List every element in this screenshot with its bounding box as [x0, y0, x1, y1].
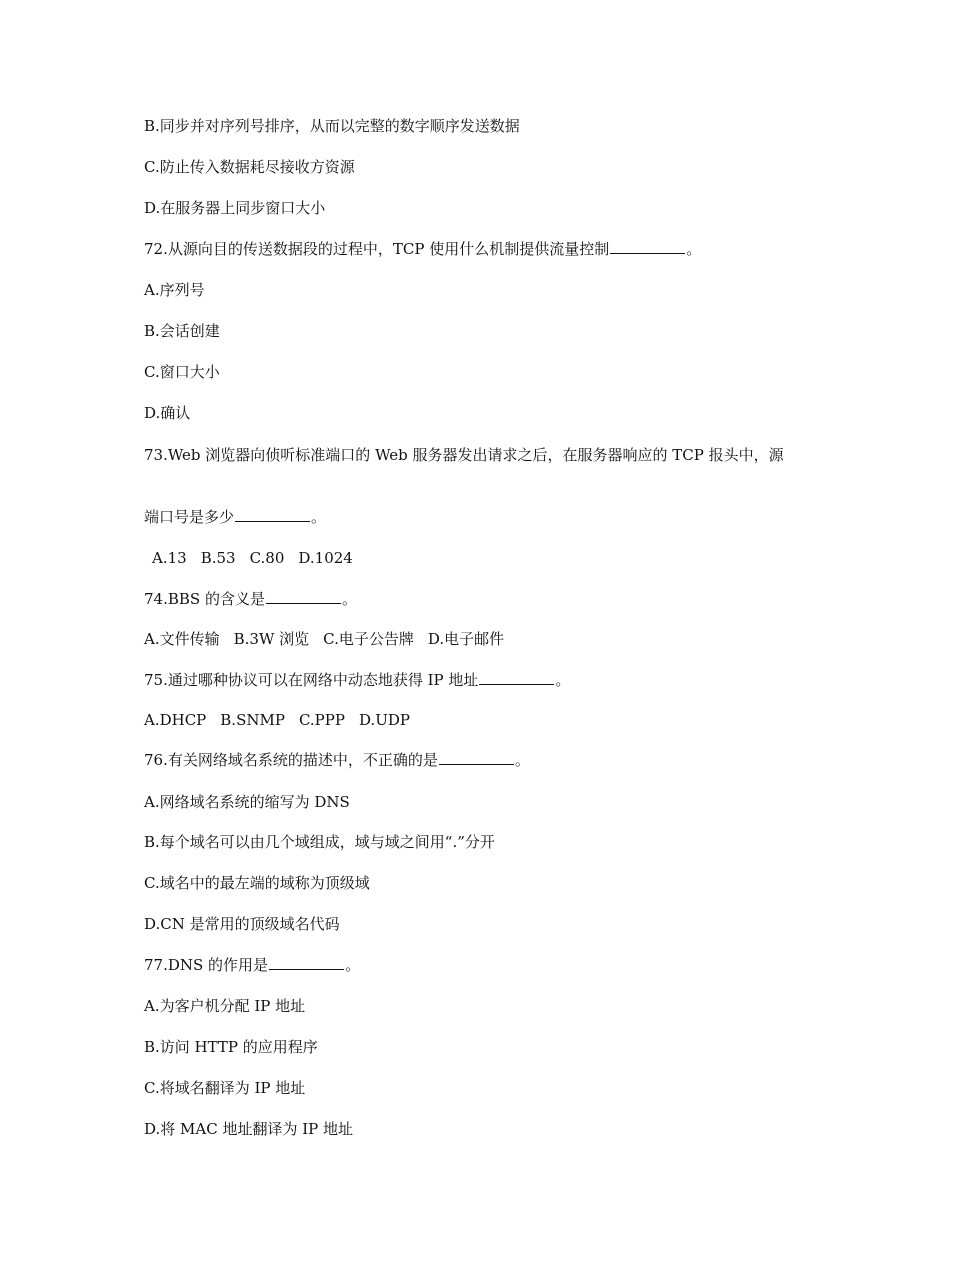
q77-option-c: C.将域名翻译为 IP 地址	[144, 1079, 306, 1097]
q73-question-cont	[144, 507, 326, 527]
question-suffix: 。	[686, 240, 702, 258]
answer-blank	[266, 589, 341, 604]
q71-option-d: D.在服务器上同步窗口大小	[144, 199, 326, 217]
q75-question	[144, 670, 570, 690]
q74-option-c: C.电子公告牌	[323, 630, 414, 648]
q77-option-b: B.访问 HTTP 的应用程序	[144, 1038, 318, 1056]
q72-option-a: A.序列号	[144, 281, 205, 299]
q77-question-text: 77.DNS 的作用是	[144, 956, 269, 974]
q72-question	[144, 239, 701, 259]
q75-option-c: C.PPP	[298, 711, 345, 729]
q74-option-a: A.文件传输	[144, 630, 220, 648]
q76-option-c: C.域名中的最左端的域称为顶级域	[144, 874, 370, 892]
question-suffix: 。	[555, 671, 571, 689]
q75-options	[144, 710, 424, 730]
q76-question-text: 76.有关网络域名系统的描述中，不正确的是	[144, 751, 438, 769]
q72-question-text: 72.从源向目的传送数据段的过程中，TCP 使用什么机制提供流量控制	[144, 240, 610, 258]
answer-blank	[610, 239, 685, 254]
question-suffix: 。	[341, 590, 357, 608]
q73-question-cont-text: 端口号是多少	[144, 508, 235, 526]
q76-option-b: B.每个域名可以由几个域组成，域与域之间用“.”分开	[144, 833, 495, 851]
q76-option-a: A.网络域名系统的缩写为 DNS	[144, 793, 350, 811]
answer-blank	[479, 670, 554, 685]
q77-option-d: D.将 MAC 地址翻译为 IP 地址	[144, 1120, 354, 1138]
q76-option-d: D.CN 是常用的顶级域名代码	[144, 915, 340, 933]
q71-option-c: C.防止传入数据耗尽接收方资源	[144, 158, 355, 176]
q74-question-text: 74.BBS 的含义是	[144, 590, 265, 608]
answer-blank	[235, 507, 310, 522]
q74-option-b: B.3W 浏览	[233, 630, 310, 648]
q72-option-c: C.窗口大小	[144, 363, 220, 381]
q73-option-c: C.80	[249, 549, 285, 567]
q77-question	[144, 955, 360, 975]
answer-blank	[269, 955, 344, 970]
q74-question	[144, 589, 357, 609]
q71-option-b: B.同步并对序列号排序，从而以完整的数字顺序发送数据	[144, 117, 520, 135]
q75-option-b: B.SNMP	[220, 711, 285, 729]
q72-option-b: B.会话创建	[144, 322, 220, 340]
q73-option-b: B.53	[200, 549, 236, 567]
q77-option-a: A.为客户机分配 IP 地址	[144, 997, 306, 1015]
q73-option-d: D.1024	[298, 549, 353, 567]
q75-option-a: A.DHCP	[144, 711, 207, 729]
q74-option-d: D.电子邮件	[427, 630, 505, 648]
q75-option-d: D.UDP	[358, 711, 410, 729]
q73-options	[152, 548, 367, 568]
q75-question-text: 75.通过哪种协议可以在网络中动态地获得 IP 地址	[144, 671, 479, 689]
question-suffix: 。	[514, 751, 530, 769]
q74-options	[144, 629, 518, 649]
question-suffix: 。	[311, 508, 327, 526]
answer-blank	[439, 750, 514, 765]
q73-option-a: A.13	[152, 549, 187, 567]
q76-question	[144, 750, 530, 770]
question-suffix: 。	[345, 956, 361, 974]
q73-question: 73.Web 浏览器向侦听标准端口的 Web 服务器发出请求之后，在服务器响应的 TCP 报头中，源	[144, 446, 784, 464]
q72-option-d: D.确认	[144, 404, 191, 422]
